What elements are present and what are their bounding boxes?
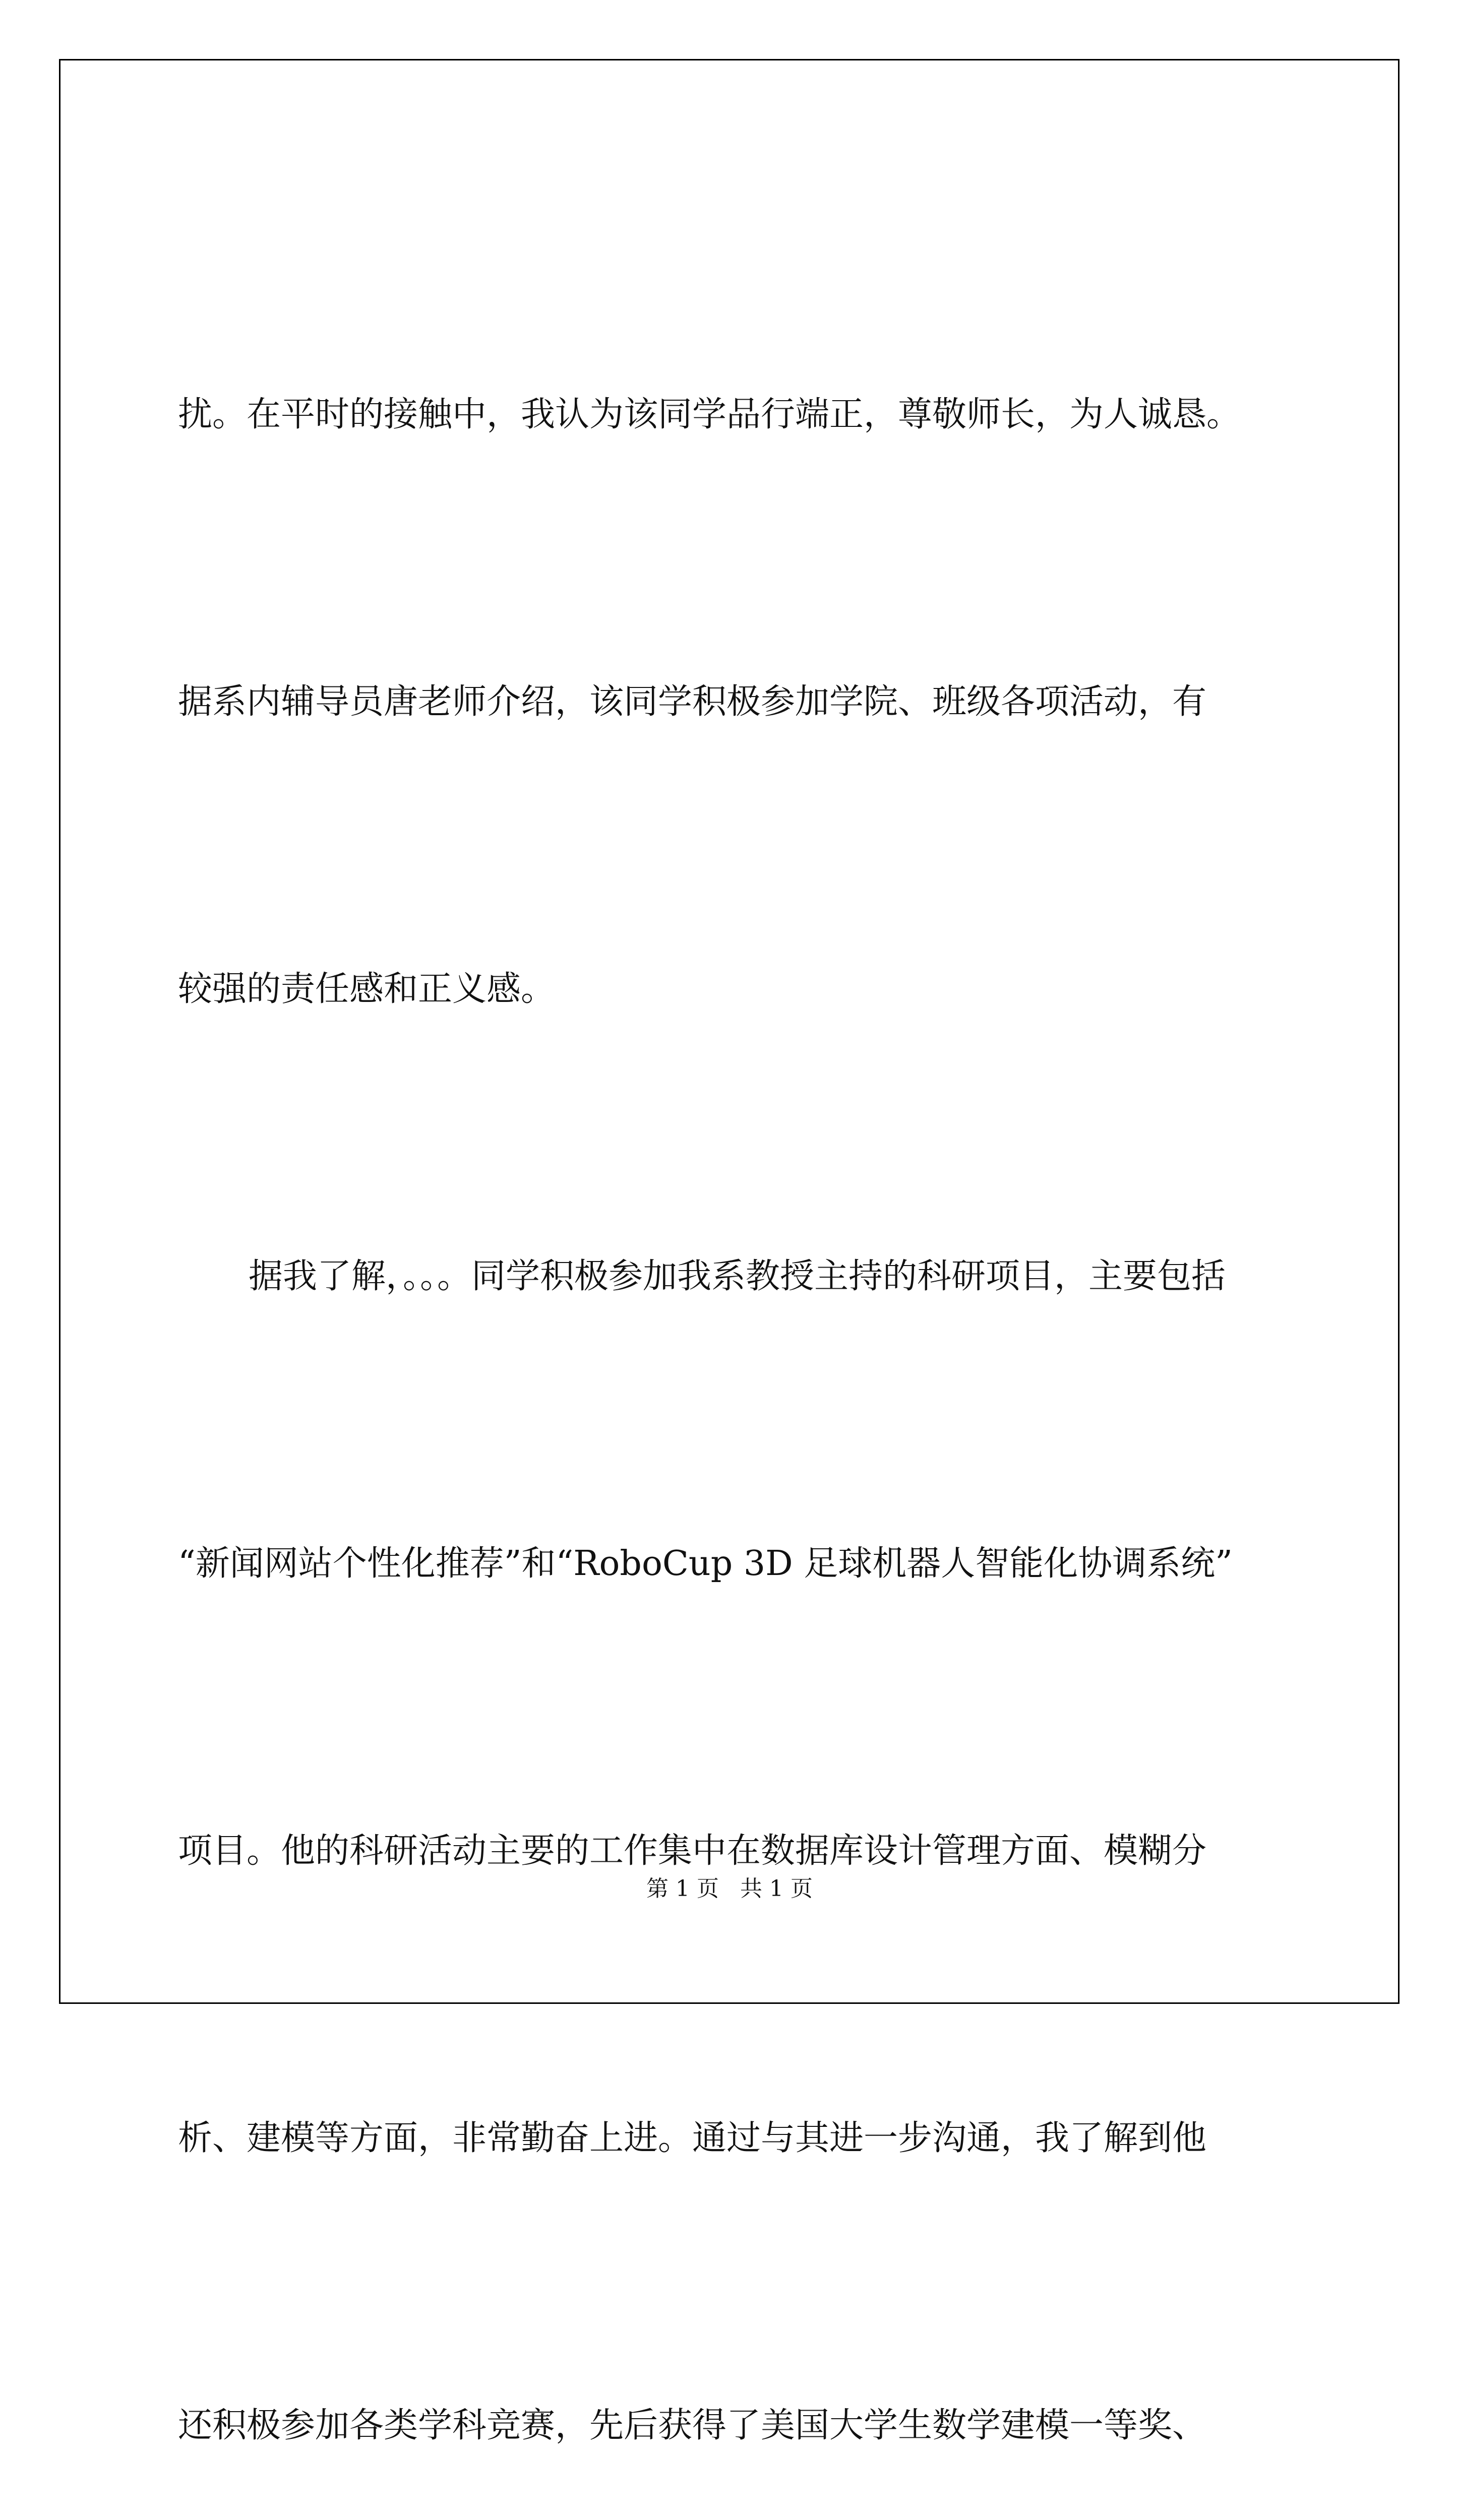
text-line: 据系内辅导员唐老师介绍，该同学积极参加学院、班级各项活动，有 <box>178 682 1207 722</box>
text-line: 扰。在平时的接触中，我认为该同学品行端正，尊敬师长，为人诚恳。 <box>178 395 1241 434</box>
text-line: 还积极参加各类学科竞赛，先后获得了美国大学生数学建模一等奖、 <box>178 2406 1207 2445</box>
text-line: “新闻网站个性化推荐”和“RoboCup 3D 足球机器人智能化协调系统” <box>178 1544 1233 1584</box>
document-body <box>178 175 1287 2520</box>
text-line: 较强的责任感和正义感。 <box>178 969 556 1009</box>
text-line: 析、建模等方面，非常勤奋上进。通过与其进一步沟通，我了解到他 <box>178 2118 1207 2158</box>
paragraph-start-line: 据我了解，。。。同学积极参加我系教授主持的科研项目，主要包括 <box>249 1256 1226 1296</box>
text-line: 项目。他的科研活动主要的工作集中在数据库设计管理方面、模糊分 <box>178 1831 1207 1871</box>
page-number-footer: 第 1 页 共 1 页 <box>646 1876 813 1902</box>
